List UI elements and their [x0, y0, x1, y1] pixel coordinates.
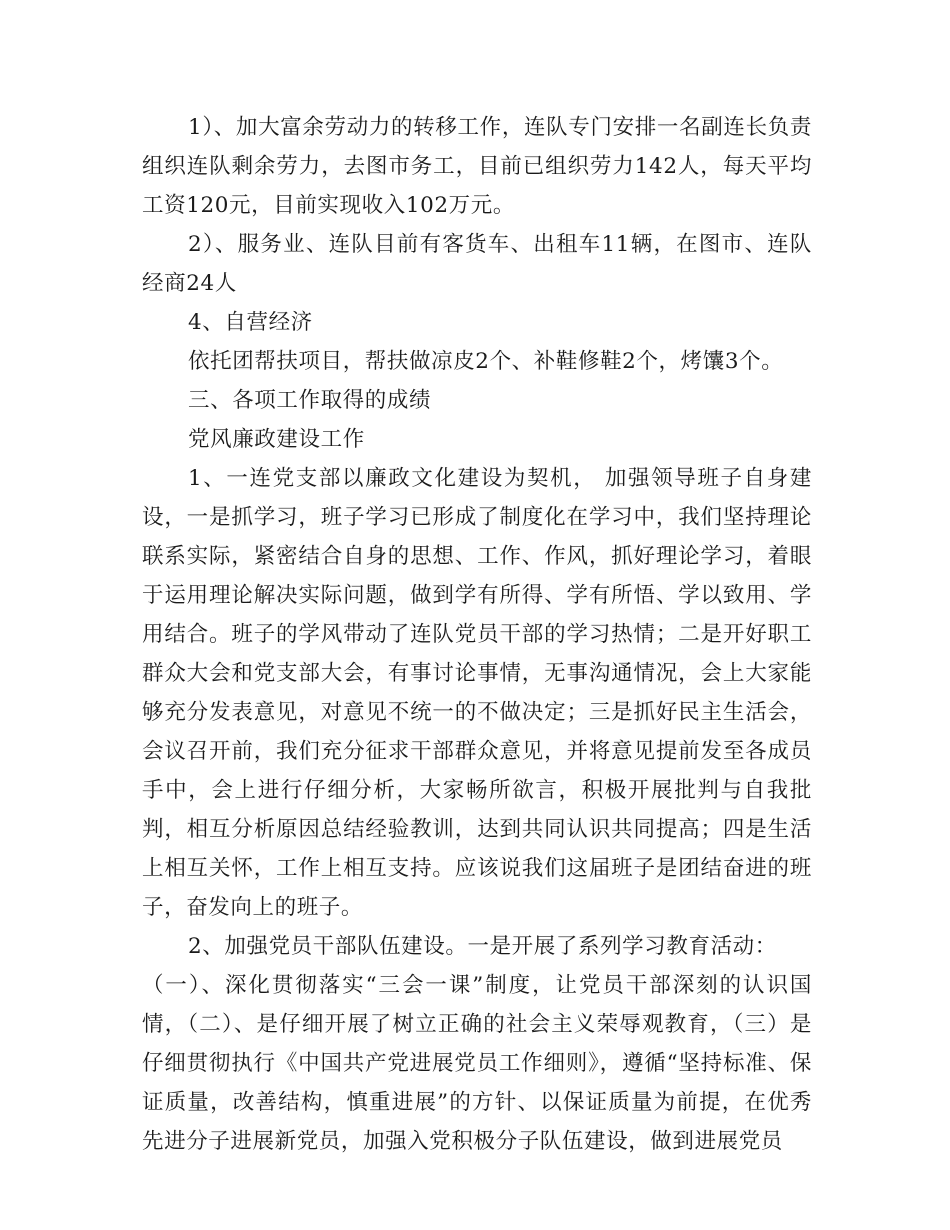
heading-party-conduct: 党风廉政建设工作: [188, 427, 365, 452]
paragraph-education-activities: （一）、深化贯彻落实“三会一课”制度，让党员干部深刻的认识国情，（二）、是仔细开展了树立正确的社会主义荣辱观教育，（三）是仔细贯彻执行《中国共产党进展党员工作细则》，遵循“坚持标准、保证质量，改善结构，慎重进展”的方针、以保证质量为前提，在优秀先进分子进展新党员，加强入党积极分子队伍建设，做到进展党员: [142, 973, 812, 1154]
paragraph-support-projects: 依托团帮扶项目，帮扶做凉皮2个、补鞋修鞋2个，烤馕3个。: [188, 349, 784, 374]
paragraph-leadership-building: 1、一连党支部以廉政文化建设为契机， 加强领导班子自身建设，一是抓学习，班子学习已形成了制度化在学习中，我们坚持理论联系实际，紧密结合自身的思想、工作、作风，抓好理论学习，着眼于运用理论解决实际问题，做到学有所得、学有所悟、学以致用、学用结合。班子的学风带动了连队党员干部的学习热情；二是开好职工群众大会和党支部大会，有事讨论事情，无事沟通情况，会上大家能够充分发表意见，对意见不统一的不做决定；三是抓好民主生活会，会议召开前，我们充分征求干部群众意见，并将意见提前发至各成员手中，会上进行仔细分析，大家畅所欲言，积极开展批判与自我批判，相互分析原因总结经验教训，达到共同认识共同提高；四是生活上相互关怀，工作上相互支持。应该说我们这届班子是团结奋进的班子，奋发向上的班子。: [142, 466, 812, 920]
paragraph-service-industry: 2）、服务业、连队目前有客货车、出租车11辆，在图市、连队经商24人: [142, 232, 812, 296]
document-body: [142, 108, 812, 1161]
heading-self-employed-economy: 4、自营经济: [188, 310, 313, 335]
paragraph-labor-transfer: 1）、加大富余劳动力的转移工作，连队专门安排一名副连长负责组织连队剩余劳力，去图市务工，目前已组织劳力142人，每天平均工资120元，目前实现收入102万元。: [142, 115, 812, 218]
paragraph-cadre-building: 2、加强党员干部队伍建设。一是开展了系列学习教育活动：: [188, 934, 777, 959]
heading-achievements: 三、各项工作取得的成绩: [188, 388, 432, 413]
